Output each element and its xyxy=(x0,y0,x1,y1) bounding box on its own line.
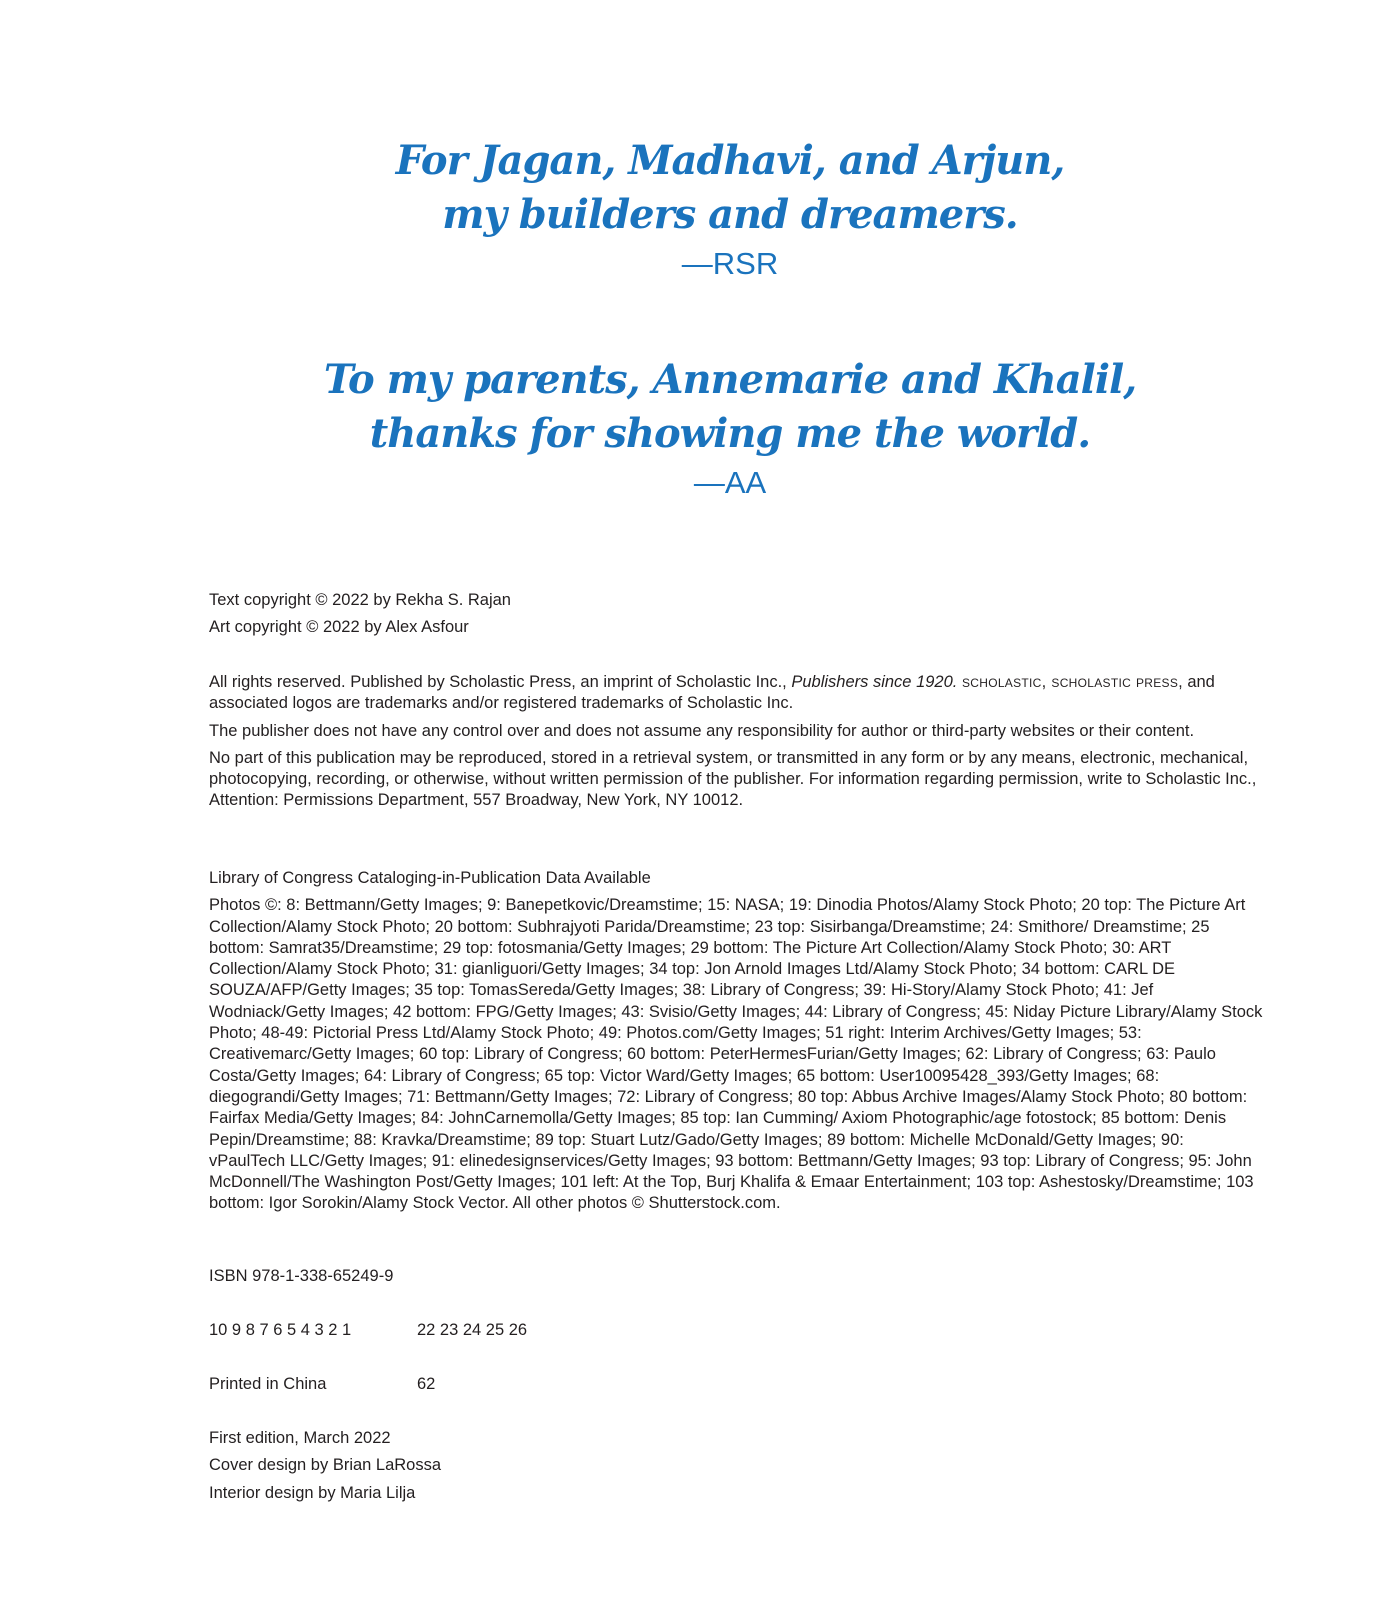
dedication-signature: —AA xyxy=(693,465,767,500)
credits-block xyxy=(209,868,1264,1215)
dedication-line: thanks for showing me the world. xyxy=(369,410,1091,457)
publishers-since: Publishers since 1920. xyxy=(791,673,958,691)
year-line: 22 23 24 25 26 xyxy=(417,1321,528,1339)
rights-published-text: All rights reserved. Published by Scholastic Press, an imprint of Scholastic Inc., xyxy=(209,673,792,691)
printed-in: Printed in China xyxy=(209,1375,327,1393)
dedication-rsr xyxy=(0,134,1391,284)
printing-row xyxy=(209,1320,1009,1341)
rights-published xyxy=(209,672,1264,715)
cover-design: Cover design by Brian LaRossa xyxy=(209,1456,442,1475)
rights-reproduction: No part of this publication may be reproduced, stored in a retrieval system, or transmitted in any form or by any means, electronic, mechanical, photocopying, recording, or otherwise, without written permission of the publisher. For information regarding permission, write to Scholastic Inc., Attention: Permissions Department, 557 Broadway, New York, NY 10012. xyxy=(209,748,1257,810)
library-of-congress: Library of Congress Cataloging-in-Publication Data Available xyxy=(209,869,651,887)
dedication-line: To my parents, Annemarie and Khalil, xyxy=(323,356,1137,403)
edition: First edition, March 2022 xyxy=(209,1429,391,1447)
rights-block xyxy=(209,672,1264,812)
edition-block xyxy=(209,1428,1264,1504)
text-copyright: Text copyright © 2022 by Rekha S. Rajan xyxy=(209,591,511,609)
dedication-line: my builders and dreamers. xyxy=(442,191,1018,238)
rights-third-party: The publisher does not have any control over and does not assume any responsibility for author or third-party websites or their content. xyxy=(209,721,1195,740)
copyright-block xyxy=(209,590,1264,639)
printer-code: 62 xyxy=(417,1375,436,1393)
printed-row xyxy=(209,1374,1009,1395)
trademark-names: scholastic, scholastic press xyxy=(961,673,1179,691)
dedication-line: For Jagan, Madhavi, and Arjun, xyxy=(395,137,1065,184)
printing-line: 10 9 8 7 6 5 4 3 2 1 xyxy=(209,1321,352,1339)
art-copyright: Art copyright © 2022 by Alex Asfour xyxy=(209,618,469,637)
isbn: ISBN 978-1-338-65249-9 xyxy=(209,1267,394,1285)
dedication-aa xyxy=(0,353,1391,503)
interior-design: Interior design by Maria Lilja xyxy=(209,1483,416,1502)
dedication-signature: —RSR xyxy=(681,246,779,281)
photo-credits: Photos ©: 8: Bettmann/Getty Images; 9: Banepetkovic/Dreamstime; 15: NASA; 19: Dinodia Photos/Alamy Stock Photo; 20 top: The Picture Art Collection/Alamy Stock Photo; 20 bottom: Subhrajyoti Parida/Dreamstime; 23 top: Sisirbanga/Dreamstime; 24: Smithore/ Dreamstime; 25 bottom: Samrat35/Dreamstime; 29 top: fotosmania/Getty Images; 29 bottom: The Picture Art Collection/Alamy Stock Photo; 30: ART Collection/Alamy Stock Photo; 31: gianliguori/Getty Images; 34 top: Jon Arnold Images Ltd/Alamy Stock Photo; 34 bottom: CARL DE SOUZA/AFP/Getty Images; 35 top: TomasSereda/Getty Images; 38: Library of Congress; 39: Hi-Story/Alamy Stock Photo; 41: Jef Wodniack/Getty Images; 42 bottom: FPG/Getty Images; 43: Svisio/Getty Images; 44: Library of Congress; 45: Niday Picture Library/Alamy Stock Photo; 48-49: Pictorial Press Ltd/Alamy Stock Photo; 49: Photos.com/Getty Images; 51 right: Interim Archives/Getty Images; 53: Creativemarc/Getty Images; 60 top: Library of Congress; 60 bottom: PeterHermesFurian/Getty Images; 62: Library of Congress; 63: Paulo Costa/Getty Images; 64: Library of Congress; 65 top: Victor Ward/Getty Images; 65 bottom: User10095428_393/Getty Images; 68: diegograndi/Getty Images; 71: Bettmann/Getty Images; 72: Library of Congress; 80 top: Abbus Archive Images/Alamy Stock Photo; 80 bottom: Fairfax Media/Getty Images; 84: JohnCarnemolla/Getty Images; 85 top: Ian Cumming/ Axiom Photographic/age fotostock; 85 bottom: Denis Pepin/Dreamstime; 88: Kravka/Dreamstime; 89 top: Stuart Lutz/Gado/Getty Images; 89 bottom: Michelle McDonald/Getty Images; 90: vPaulTech LLC/Getty Images; 91: elinedesignservices/Getty Images; 93 bottom: Bettmann/Getty Images; 93 top: Library of Congress; 95: John McDonnell/The Washington Post/Getty Images; 101 left: At the Top, Burj Khalifa & Emaar Entertainment; 103 top: Ashestosky/Dreamstime; 103 bottom: Igor Sorokin/Alamy Stock Vector. All other photos © Shutterstock.com. xyxy=(209,896,1263,1213)
trademark-suffix: , and associated logos are trademarks and/or registered trademarks of Scholastic Inc. xyxy=(209,673,1215,713)
